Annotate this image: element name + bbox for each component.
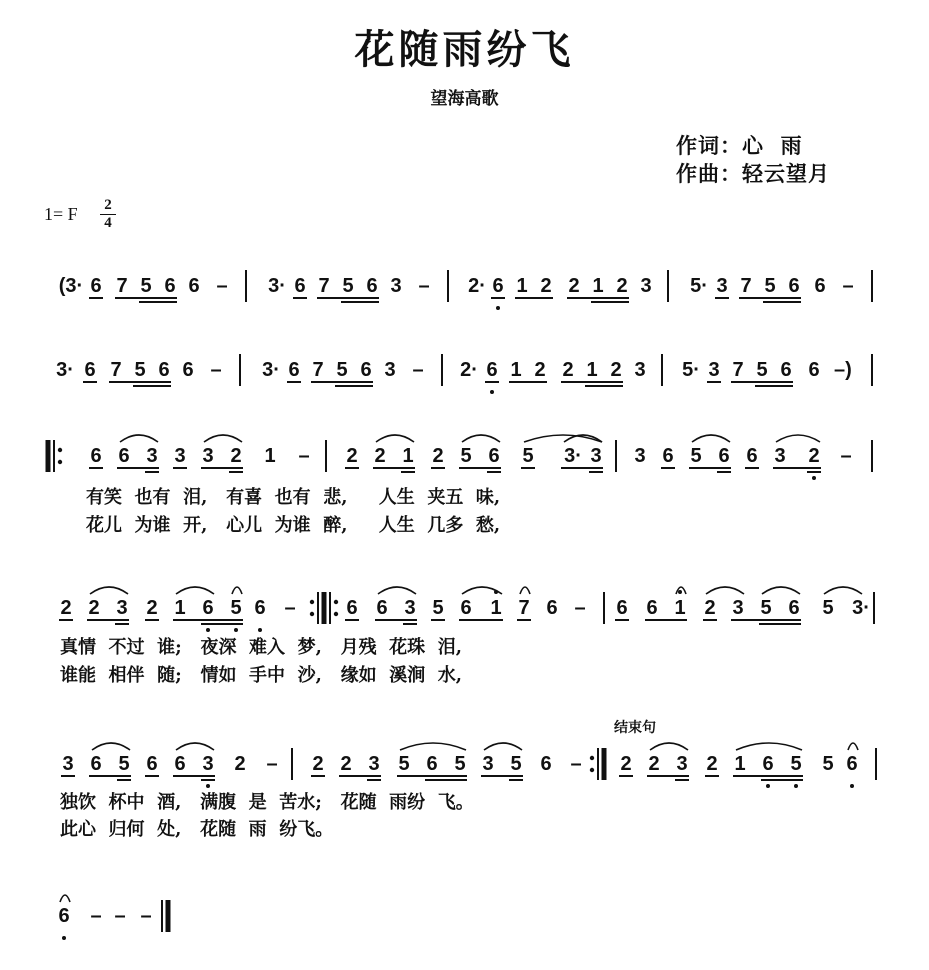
repeat-dot	[58, 448, 62, 452]
note: 2	[60, 597, 72, 619]
note: 6	[366, 275, 378, 297]
note: 6	[846, 753, 858, 775]
note: 6	[546, 597, 558, 619]
note: 5	[756, 359, 768, 381]
note: 3	[146, 445, 158, 467]
note: –	[114, 905, 126, 927]
lyricist-credit: 作词：心 雨	[676, 133, 803, 158]
note: 2	[374, 445, 386, 467]
note: 1	[734, 753, 746, 775]
note: 6	[718, 445, 730, 467]
octave-dot	[496, 306, 500, 310]
note: 3	[62, 753, 74, 775]
note: 5	[522, 445, 534, 467]
octave-dot	[766, 784, 770, 788]
note: 3	[716, 275, 728, 297]
repeat-dot	[334, 600, 338, 604]
note: 7	[732, 359, 744, 381]
note: 2	[706, 753, 718, 775]
time-signature-top: 2	[104, 197, 112, 213]
octave-dot	[206, 784, 210, 788]
note: 2	[540, 275, 552, 297]
page-subtitle: 望海高歌	[430, 89, 499, 109]
note: 6	[360, 359, 372, 381]
note: 3·	[852, 597, 870, 619]
note: 5	[690, 445, 702, 467]
note: 6	[486, 359, 498, 381]
note: 6	[616, 597, 628, 619]
note: 6	[646, 597, 658, 619]
note: 1	[674, 597, 686, 619]
slur	[520, 587, 530, 594]
note: 7	[740, 275, 752, 297]
note: 1	[264, 445, 276, 467]
note: 2	[432, 445, 444, 467]
note: –	[266, 753, 278, 775]
note: 6	[662, 445, 674, 467]
note: –	[284, 597, 296, 619]
note: 5	[510, 753, 522, 775]
note: 5	[134, 359, 146, 381]
slur	[176, 587, 214, 594]
note: 5·	[690, 275, 708, 297]
note: 3·	[56, 359, 74, 381]
note: 6	[762, 753, 774, 775]
note: –)	[834, 359, 852, 381]
ending-phrase-label: 结束句	[614, 720, 656, 736]
note: –	[210, 359, 222, 381]
note: 2	[534, 359, 546, 381]
slur	[176, 743, 214, 750]
note: 6	[814, 275, 826, 297]
note: 2	[88, 597, 100, 619]
note: 7	[110, 359, 122, 381]
note: 5·	[682, 359, 700, 381]
note: 5	[398, 753, 410, 775]
note: 6	[294, 275, 306, 297]
note: 3	[640, 275, 652, 297]
note: 6	[254, 597, 266, 619]
slur	[736, 743, 802, 750]
note: 3·	[262, 359, 280, 381]
note: 3	[390, 275, 402, 297]
note: 3	[634, 445, 646, 467]
note: 2	[340, 753, 352, 775]
slur	[60, 895, 70, 902]
slur	[692, 435, 730, 442]
slur	[120, 435, 158, 442]
note: 1	[516, 275, 528, 297]
note: 5	[140, 275, 152, 297]
note: 6	[158, 359, 170, 381]
slur	[204, 435, 242, 442]
note: 2	[568, 275, 580, 297]
note: –	[216, 275, 228, 297]
repeat-dot	[334, 612, 338, 616]
note: 2	[234, 753, 246, 775]
note: 3	[482, 753, 494, 775]
octave-dot	[812, 476, 816, 480]
note: 5	[764, 275, 776, 297]
note: 3	[708, 359, 720, 381]
lyric-line-1a: 有笑 也有 泪, 有喜 也有 悲, 人生 夹五 味,	[86, 487, 501, 508]
note: –	[90, 905, 102, 927]
composer-credit: 作曲：轻云望月	[676, 161, 830, 186]
note: 5	[822, 597, 834, 619]
note: –	[412, 359, 424, 381]
note: 6	[288, 359, 300, 381]
note: 7	[312, 359, 324, 381]
note: 6	[118, 445, 130, 467]
note: 2·	[460, 359, 478, 381]
note: 2	[808, 445, 820, 467]
note: 5	[432, 597, 444, 619]
note: 6	[540, 753, 552, 775]
note: 6	[188, 275, 200, 297]
note: –	[574, 597, 586, 619]
slur	[376, 435, 414, 442]
slur	[92, 743, 130, 750]
note: 6	[788, 275, 800, 297]
note: 2	[610, 359, 622, 381]
time-signature-bottom: 4	[104, 215, 112, 231]
repeat-dot	[590, 756, 594, 760]
note: 1	[586, 359, 598, 381]
note: 7	[116, 275, 128, 297]
note: –	[842, 275, 854, 297]
note: 5	[230, 597, 242, 619]
slur	[90, 587, 128, 594]
note: 5	[460, 445, 472, 467]
note: 3·	[564, 445, 582, 467]
note: (3·	[58, 275, 84, 297]
note: 6	[164, 275, 176, 297]
note: 3	[116, 597, 128, 619]
note: 3	[634, 359, 646, 381]
octave-dot	[794, 784, 798, 788]
octave-dot	[62, 936, 66, 940]
note: 6	[460, 597, 472, 619]
repeat-dot	[310, 600, 314, 604]
note: 6	[90, 445, 102, 467]
slur	[378, 587, 416, 594]
note: 6	[174, 753, 186, 775]
note: 6	[426, 753, 438, 775]
note: 3	[732, 597, 744, 619]
note: 6	[746, 445, 758, 467]
note: 1	[592, 275, 604, 297]
note: 3	[202, 445, 214, 467]
note: 2	[230, 445, 242, 467]
note: 7	[318, 275, 330, 297]
octave-dot	[490, 390, 494, 394]
note: 7	[518, 597, 530, 619]
note: 6	[182, 359, 194, 381]
note: 2	[346, 445, 358, 467]
note: –	[418, 275, 430, 297]
note: 3	[590, 445, 602, 467]
note: 6	[146, 753, 158, 775]
note: 3	[368, 753, 380, 775]
octave-dot	[850, 784, 854, 788]
time-signature	[100, 198, 116, 231]
page-title: 花随雨纷飞	[354, 26, 575, 73]
note: 6	[58, 905, 70, 927]
note: 5	[336, 359, 348, 381]
repeat-dot	[310, 612, 314, 616]
note: 1	[402, 445, 414, 467]
note: 6	[376, 597, 388, 619]
note: 3	[676, 753, 688, 775]
note: 6	[488, 445, 500, 467]
lyric-line-3b: 此心 归何 处, 花随 雨 纷飞。	[60, 819, 334, 840]
note: 2	[616, 275, 628, 297]
octave-dot	[206, 628, 210, 632]
note: 1	[174, 597, 186, 619]
note: 3·	[268, 275, 286, 297]
note: 6	[90, 275, 102, 297]
note: 6	[90, 753, 102, 775]
octave-dot	[258, 628, 262, 632]
note: 2	[704, 597, 716, 619]
note: –	[140, 905, 152, 927]
note: 6	[346, 597, 358, 619]
repeat-dot	[58, 460, 62, 464]
octave-dot	[678, 590, 682, 594]
lyric-line-3a: 独饮 杯中 酒, 满腹 是 苦水; 花随 雨纷 飞。	[60, 792, 474, 813]
slur	[776, 435, 820, 442]
note: 6	[780, 359, 792, 381]
note: 2	[312, 753, 324, 775]
note: 2	[562, 359, 574, 381]
note: 5	[790, 753, 802, 775]
note: 6	[808, 359, 820, 381]
octave-dot	[234, 628, 238, 632]
note: 2	[146, 597, 158, 619]
note: 6	[202, 597, 214, 619]
note: 2	[648, 753, 660, 775]
slur	[462, 435, 500, 442]
note: 5	[342, 275, 354, 297]
note: 5	[118, 753, 130, 775]
note: –	[298, 445, 310, 467]
key-signature: 1= F	[44, 204, 78, 224]
note: 5	[822, 753, 834, 775]
lyric-line-1b: 花儿 为谁 开, 心儿 为谁 醉, 人生 几多 愁,	[86, 515, 501, 536]
note: 2	[620, 753, 632, 775]
slur	[762, 587, 800, 594]
note: –	[840, 445, 852, 467]
note: 5	[760, 597, 772, 619]
note: 3	[404, 597, 416, 619]
lyric-line-2b: 谁能 相伴 随; 情如 手中 沙, 缘如 溪涧 水,	[60, 665, 462, 686]
lyric-line-2a: 真情 不过 谁; 夜深 难入 梦, 月残 花珠 泪,	[60, 637, 462, 658]
note: 6	[492, 275, 504, 297]
note: 1	[510, 359, 522, 381]
slur	[650, 743, 688, 750]
note: 6	[788, 597, 800, 619]
slur	[400, 743, 466, 750]
note: 5	[454, 753, 466, 775]
slur	[706, 587, 744, 594]
note: 3	[174, 445, 186, 467]
repeat-dot	[590, 768, 594, 772]
note: 1	[490, 597, 502, 619]
note: 3	[384, 359, 396, 381]
note: 2·	[468, 275, 486, 297]
slur	[232, 587, 242, 594]
note: 3	[774, 445, 786, 467]
note: –	[570, 753, 582, 775]
slur	[824, 587, 862, 594]
note: 3	[202, 753, 214, 775]
slur	[484, 743, 522, 750]
slur	[848, 743, 858, 750]
note: 6	[84, 359, 96, 381]
